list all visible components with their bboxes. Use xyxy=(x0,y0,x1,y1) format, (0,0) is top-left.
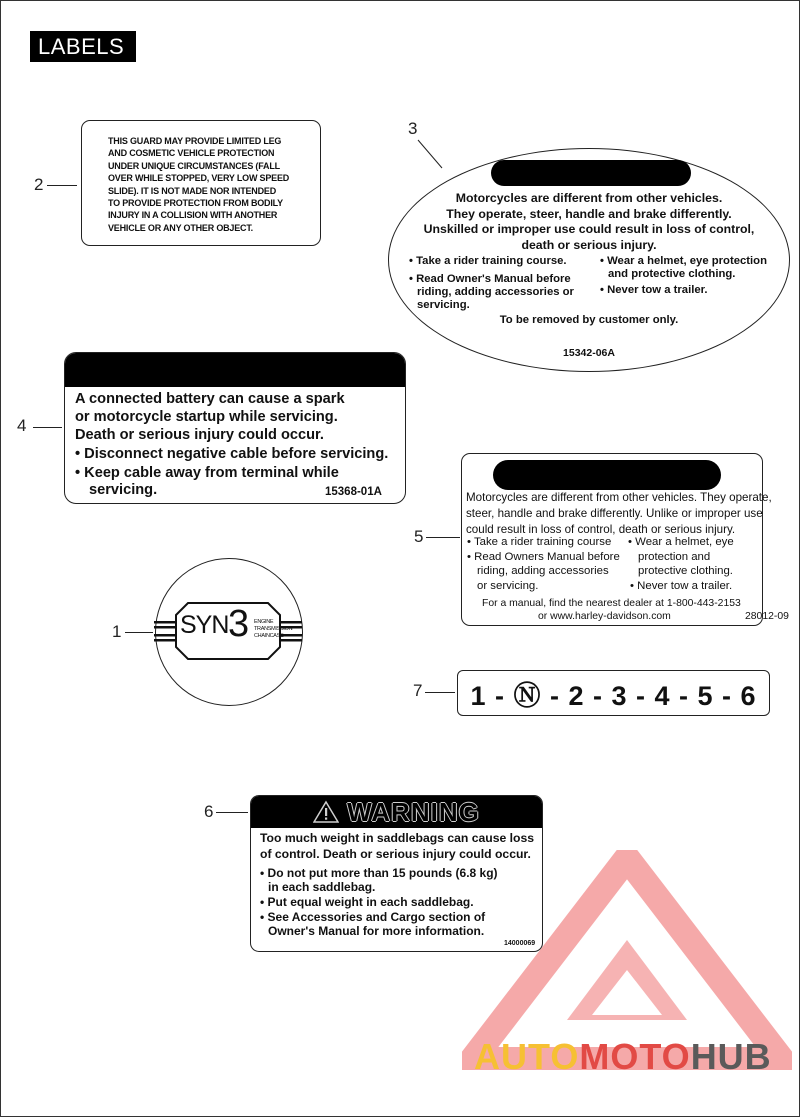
label5-web-line: or www.harley-davidson.com xyxy=(538,611,671,622)
label2-line: INJURY IN A COLLISION WITH ANOTHER xyxy=(108,210,278,221)
label3-bullet-cont: servicing. xyxy=(417,299,470,311)
label5-manual-line: For a manual, find the nearest dealer at 1-800-443-2153 xyxy=(482,598,741,609)
label5-bullet: • Never tow a trailer. xyxy=(630,580,733,592)
leader-line-5 xyxy=(426,537,460,538)
syn3-sub-line: CHAINCASE xyxy=(254,633,284,639)
label3-part-number: 15342-06A xyxy=(563,347,615,359)
label3-header-bar xyxy=(491,160,691,186)
label5-bullet: • Wear a helmet, eye xyxy=(628,536,734,548)
callout-1: 1 xyxy=(112,622,122,641)
callout-3: 3 xyxy=(408,119,418,138)
label3-removal-note: To be removed by customer only. xyxy=(499,314,679,326)
label5-bullet-cont: riding, adding accessories xyxy=(477,565,609,577)
label5-lead-text xyxy=(466,490,796,537)
label3-bullet-cont: riding, adding accessories or xyxy=(417,286,574,298)
label4-bullet: • Disconnect negative cable before servicing. xyxy=(75,446,389,462)
label4-part-number: 15368-01A xyxy=(325,486,382,498)
callout-2: 2 xyxy=(34,175,44,194)
label5-lead-line: could result in loss of control, death or serious injury. xyxy=(466,522,736,536)
leader-line-2 xyxy=(47,185,77,186)
label4-lead-line: A connected battery can cause a spark xyxy=(75,391,345,407)
watermark-moto: MOTO xyxy=(579,1036,691,1077)
callout-5: 5 xyxy=(414,527,424,546)
label3-lead-line: Unskilled or improper use could result in loss of control, xyxy=(423,222,755,236)
label5-bullet-cont: protection and xyxy=(638,551,711,563)
label3-bullet-cont: and protective clothing. xyxy=(608,268,736,280)
callout-7: 7 xyxy=(413,681,423,700)
warning-heading-text: WARNING xyxy=(347,796,480,827)
callout-4: 4 xyxy=(17,416,27,435)
leader-line-4 xyxy=(33,427,62,428)
label2-line: UNDER UNIQUE CIRCUMSTANCES (FALL xyxy=(108,160,280,171)
label5-header-bar xyxy=(493,460,721,490)
label4-lead-text xyxy=(75,390,405,444)
label5-bullet-cont: protective clothing. xyxy=(638,565,733,577)
warning-triangle-icon xyxy=(313,800,339,824)
label5-bullet: • Take a rider training course xyxy=(467,536,612,548)
label4-bullet: • Keep cable away from terminal while xyxy=(75,465,339,481)
label2-line: TO PROVIDE PROTECTION FROM BODILY xyxy=(108,198,283,209)
label4-header-bar xyxy=(65,353,405,387)
leader-line-6 xyxy=(216,812,248,813)
label6-bullet-cont: in each saddlebag. xyxy=(268,880,376,894)
label3-lead-line: death or serious injury. xyxy=(521,237,657,252)
leader-line-7 xyxy=(425,692,455,693)
label3-bullet: • Never tow a trailer. xyxy=(600,284,708,296)
label-leg-guard-notice xyxy=(81,120,321,246)
watermark-auto: AUTO xyxy=(474,1036,580,1077)
label6-bullet: • Put equal weight in each saddlebag. xyxy=(260,895,474,909)
label2-line: OVER WHILE STOPPED, VERY LOW SPEED xyxy=(108,173,290,184)
syn3-brand-text: SYN xyxy=(180,611,229,639)
syn3-sub-line: TRANSMISSION xyxy=(254,626,293,632)
label3-lead-line: Motorcycles are different from other vehicles. xyxy=(455,191,723,205)
label6-lead-line: Too much weight in saddlebags can cause loss xyxy=(260,831,535,845)
label3-bullet: • Read Owner's Manual before xyxy=(409,273,571,285)
leader-line-1 xyxy=(125,632,153,633)
watermark-wordmark xyxy=(474,1036,772,1078)
label2-line: AND COSMETIC VEHICLE PROTECTION xyxy=(108,148,275,159)
page-title: LABELS xyxy=(30,31,136,62)
label3-lead-line: They operate, steer, handle and brake differently. xyxy=(446,206,732,221)
leader-line-3 xyxy=(410,138,450,172)
syn3-digit: 3 xyxy=(228,603,249,645)
watermark-hub: HUB xyxy=(690,1036,772,1077)
label4-lead-line: Death or serious injury could occur. xyxy=(75,427,324,443)
label3-lead-text xyxy=(389,191,789,253)
label5-lead-line: Motorcycles are different from other vehicles. They operate, xyxy=(466,491,772,504)
label4-lead-line: or motorcycle startup while servicing. xyxy=(75,409,338,425)
label5-part-number: 28012-09 xyxy=(745,611,789,622)
label6-part-number: 14000069 xyxy=(504,940,536,947)
syn3-subtext xyxy=(254,619,292,640)
label6-bullet-cont: Owner's Manual for more information. xyxy=(268,924,485,938)
label6-bullet: • See Accessories and Cargo section of xyxy=(260,910,486,924)
label2-line: SLIDE). IT IS NOT MADE NOR INTENDED xyxy=(108,185,277,196)
label6-bullet: • Do not put more than 15 pounds (6.8 kg) xyxy=(260,866,498,880)
label6-lead-line: of control. Death or serious injury could occur. xyxy=(260,847,531,861)
label5-bullet-cont: or servicing. xyxy=(477,580,539,592)
label6-warning-heading xyxy=(251,796,542,828)
label3-bullet: • Wear a helmet, eye protection xyxy=(600,255,767,267)
label-syn3-decal xyxy=(155,558,303,706)
label5-bullet: • Read Owners Manual before xyxy=(467,551,620,563)
label5-lead-line: steer, handle and brake differently. Unlike or improper use xyxy=(466,506,763,520)
label-rider-safety-oval xyxy=(388,148,790,372)
label2-line: THIS GUARD MAY PROVIDE LIMITED LEG xyxy=(108,136,282,146)
callout-6: 6 xyxy=(204,802,214,821)
label3-bullet: • Take a rider training course. xyxy=(409,255,567,267)
label4-bullet-cont: servicing. xyxy=(89,482,158,498)
label-gear-shift-pattern: 1 - Ⓝ - 2 - 3 - 4 - 5 - 6 xyxy=(457,670,770,716)
label-battery-warning xyxy=(64,352,406,504)
label2-line: VEHICLE OR ANY OTHER OBJECT. xyxy=(108,222,253,233)
syn3-sub-line: ENGINE xyxy=(254,619,274,625)
